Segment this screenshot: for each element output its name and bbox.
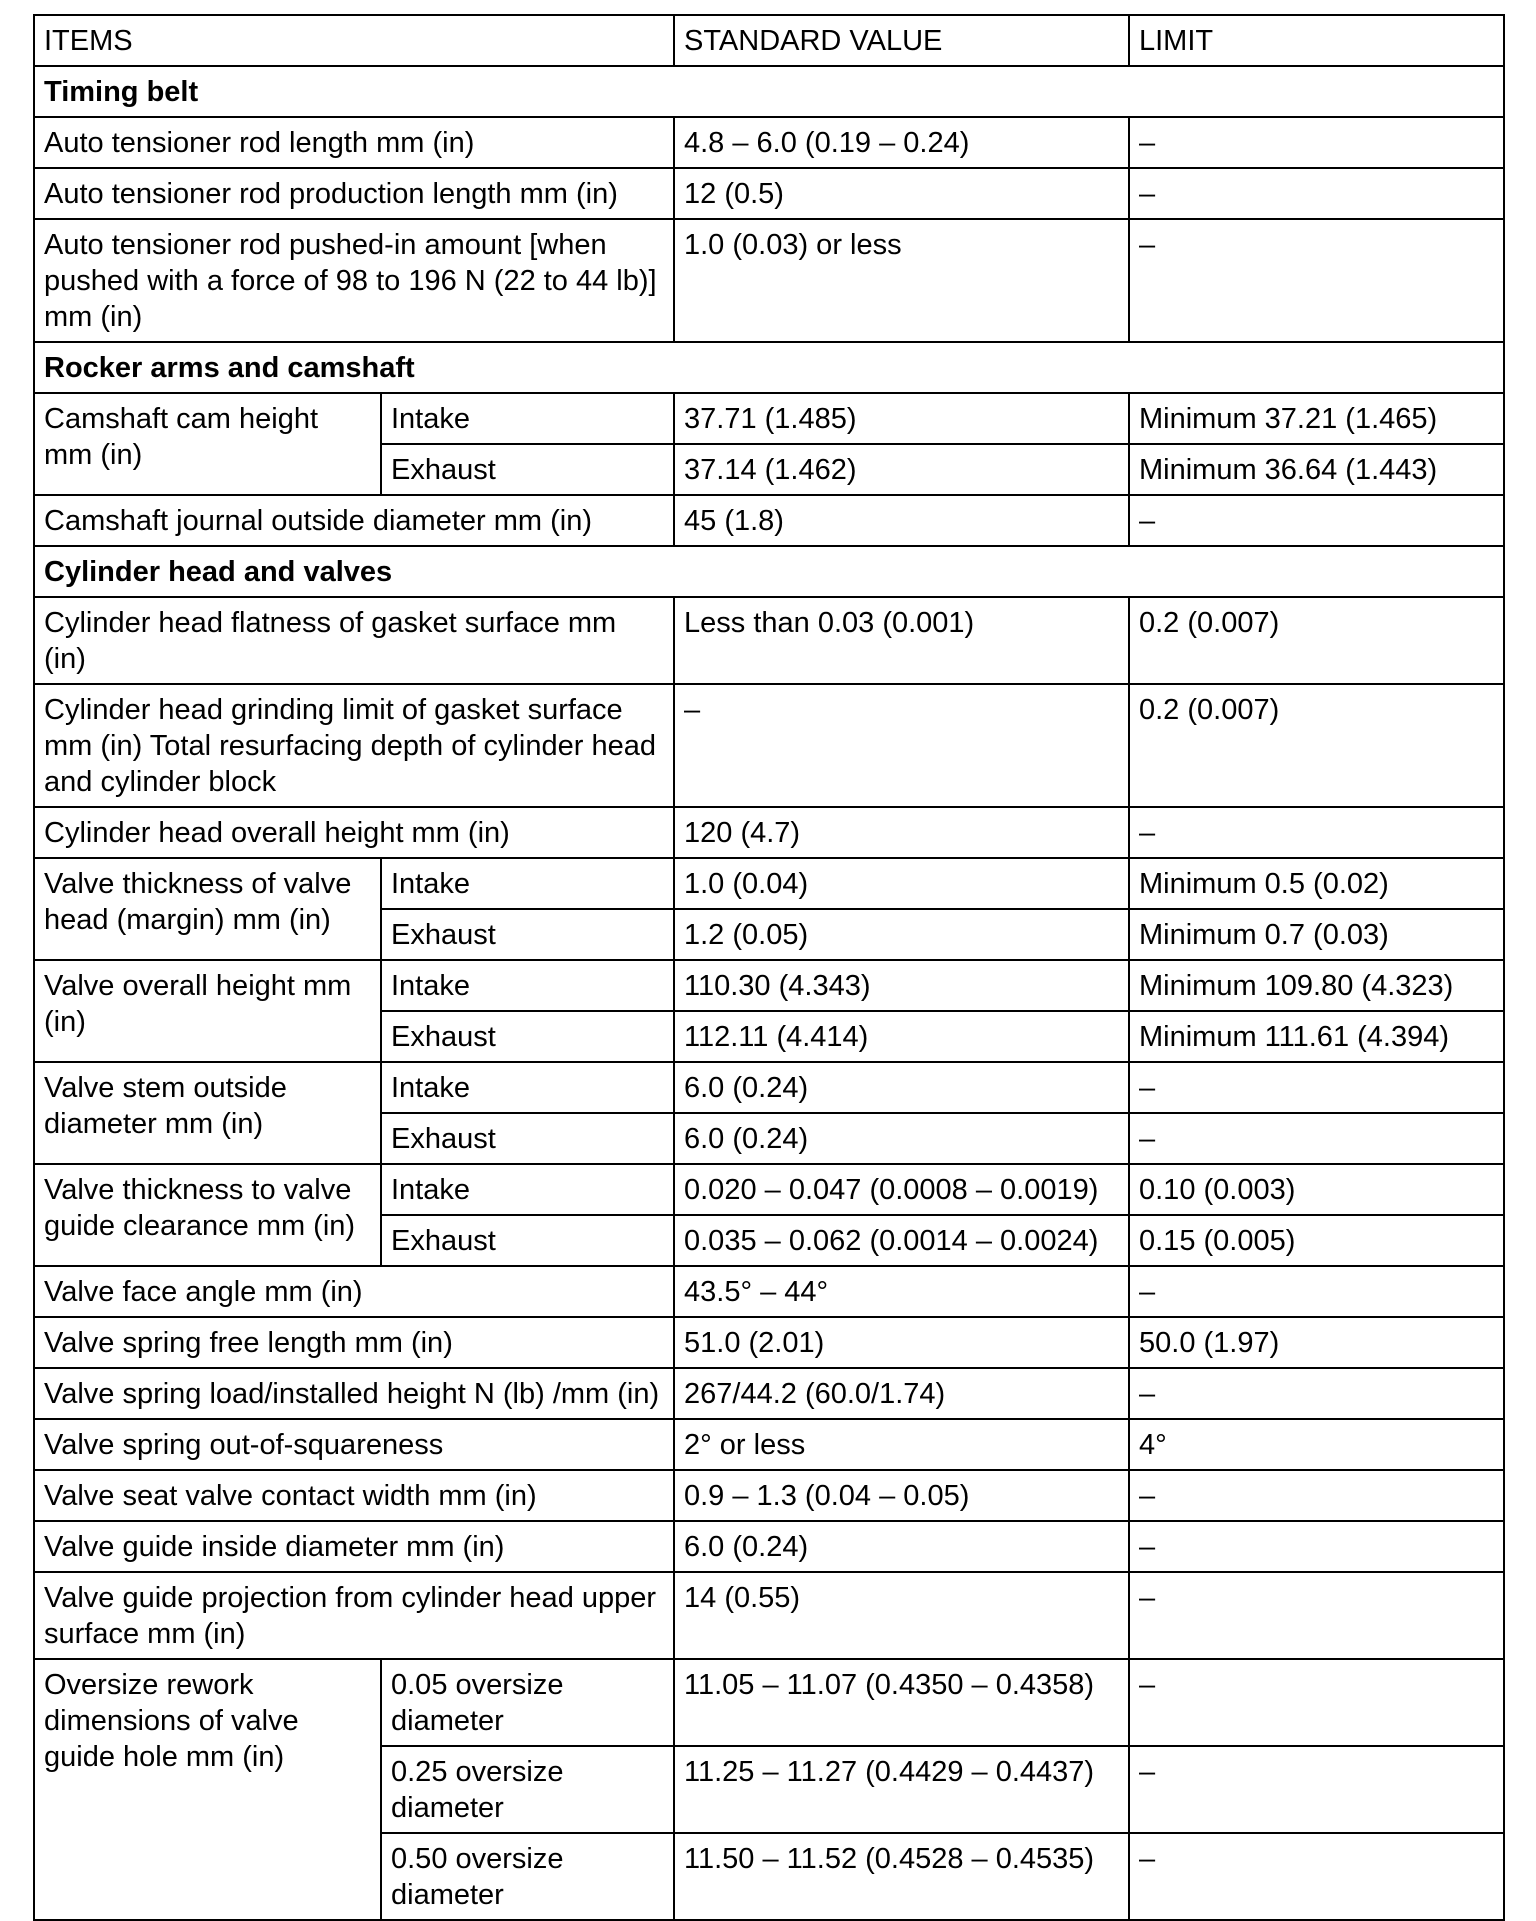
standard-cell: 37.71 (1.485) — [674, 393, 1129, 444]
table-row — [34, 1368, 1504, 1419]
standard-cell: 0.020 – 0.047 (0.0008 – 0.0019) — [674, 1164, 1129, 1215]
table-row — [34, 1317, 1504, 1368]
standard-cell: 51.0 (2.01) — [674, 1317, 1129, 1368]
section-title-timing-belt: Timing belt — [34, 66, 1504, 117]
table-row — [34, 1419, 1504, 1470]
standard-cell: 11.05 – 11.07 (0.4350 – 0.4358) — [674, 1659, 1129, 1746]
table-row — [34, 597, 1504, 684]
item-cell: Valve thickness of valve head (margin) mm (in) — [34, 858, 381, 960]
limit-cell: 0.2 (0.007) — [1129, 597, 1504, 684]
item-cell: Camshaft journal outside diameter mm (in) — [34, 495, 674, 546]
sub-item-cell: Intake — [381, 960, 674, 1011]
standard-cell: 267/44.2 (60.0/1.74) — [674, 1368, 1129, 1419]
limit-cell: – — [1129, 1266, 1504, 1317]
table-row — [34, 684, 1504, 807]
item-cell: Valve guide projection from cylinder head upper surface mm (in) — [34, 1572, 674, 1659]
item-cell: Valve overall height mm (in) — [34, 960, 381, 1062]
table-row — [34, 858, 1504, 909]
standard-cell: 120 (4.7) — [674, 807, 1129, 858]
limit-cell: – — [1129, 1470, 1504, 1521]
standard-cell: Less than 0.03 (0.001) — [674, 597, 1129, 684]
limit-cell: 4° — [1129, 1419, 1504, 1470]
item-cell: Auto tensioner rod pushed-in amount [when pushed with a force of 98 to 196 N (22 to 44 lb)] mm (in) — [34, 219, 674, 342]
standard-cell: 14 (0.55) — [674, 1572, 1129, 1659]
item-cell: Valve spring free length mm (in) — [34, 1317, 674, 1368]
item-cell: Oversize rework dimensions of valve guide hole mm (in) — [34, 1659, 381, 1920]
header-standard-value: STANDARD VALUE — [674, 15, 1129, 66]
table-header-row — [34, 15, 1504, 66]
header-items: ITEMS — [34, 15, 674, 66]
limit-cell: 50.0 (1.97) — [1129, 1317, 1504, 1368]
standard-cell: 112.11 (4.414) — [674, 1011, 1129, 1062]
limit-cell: – — [1129, 117, 1504, 168]
item-cell: Cylinder head grinding limit of gasket surface mm (in) Total resurfacing depth of cylinder head and cylinder block — [34, 684, 674, 807]
standard-cell: 43.5° – 44° — [674, 1266, 1129, 1317]
standard-cell: 2° or less — [674, 1419, 1129, 1470]
table-row — [34, 393, 1504, 444]
table-row — [34, 1164, 1504, 1215]
limit-cell: 0.2 (0.007) — [1129, 684, 1504, 807]
sub-item-cell: 0.25 oversize diameter — [381, 1746, 674, 1833]
limit-cell: – — [1129, 219, 1504, 342]
standard-cell: 1.0 (0.03) or less — [674, 219, 1129, 342]
section-title-cylinder-head: Cylinder head and valves — [34, 546, 1504, 597]
limit-cell: – — [1129, 1521, 1504, 1572]
limit-cell: – — [1129, 1659, 1504, 1746]
standard-cell: 12 (0.5) — [674, 168, 1129, 219]
limit-cell: – — [1129, 1113, 1504, 1164]
limit-cell: Minimum 0.7 (0.03) — [1129, 909, 1504, 960]
standard-cell: 0.035 – 0.062 (0.0014 – 0.0024) — [674, 1215, 1129, 1266]
limit-cell: – — [1129, 1062, 1504, 1113]
limit-cell: Minimum 37.21 (1.465) — [1129, 393, 1504, 444]
limit-cell: – — [1129, 1746, 1504, 1833]
sub-item-cell: 0.50 oversize diameter — [381, 1833, 674, 1920]
limit-cell: Minimum 111.61 (4.394) — [1129, 1011, 1504, 1062]
table-row — [34, 219, 1504, 342]
sub-item-cell: Intake — [381, 1062, 674, 1113]
limit-cell: – — [1129, 1368, 1504, 1419]
standard-cell: 110.30 (4.343) — [674, 960, 1129, 1011]
standard-cell: – — [674, 684, 1129, 807]
table-row — [34, 1062, 1504, 1113]
item-cell: Valve guide inside diameter mm (in) — [34, 1521, 674, 1572]
sub-item-cell: 0.05 oversize diameter — [381, 1659, 674, 1746]
sub-item-cell: Intake — [381, 1164, 674, 1215]
specification-table — [33, 14, 1505, 1921]
table-row — [34, 1521, 1504, 1572]
item-cell: Valve seat valve contact width mm (in) — [34, 1470, 674, 1521]
item-cell: Cylinder head overall height mm (in) — [34, 807, 674, 858]
limit-cell: 0.10 (0.003) — [1129, 1164, 1504, 1215]
limit-cell: – — [1129, 168, 1504, 219]
standard-cell: 11.50 – 11.52 (0.4528 – 0.4535) — [674, 1833, 1129, 1920]
item-cell: Cylinder head flatness of gasket surface mm (in) — [34, 597, 674, 684]
section-row — [34, 66, 1504, 117]
limit-cell: – — [1129, 1833, 1504, 1920]
table-row — [34, 1470, 1504, 1521]
limit-cell: – — [1129, 495, 1504, 546]
standard-cell: 0.9 – 1.3 (0.04 – 0.05) — [674, 1470, 1129, 1521]
sub-item-cell: Exhaust — [381, 1011, 674, 1062]
limit-cell: Minimum 109.80 (4.323) — [1129, 960, 1504, 1011]
standard-cell: 4.8 – 6.0 (0.19 – 0.24) — [674, 117, 1129, 168]
sub-item-cell: Exhaust — [381, 909, 674, 960]
spec-sheet — [33, 14, 1505, 1921]
table-row — [34, 1266, 1504, 1317]
sub-item-cell: Exhaust — [381, 444, 674, 495]
table-row — [34, 807, 1504, 858]
section-title-rocker-arms: Rocker arms and camshaft — [34, 342, 1504, 393]
table-row — [34, 1659, 1504, 1746]
limit-cell: 0.15 (0.005) — [1129, 1215, 1504, 1266]
item-cell: Auto tensioner rod production length mm (in) — [34, 168, 674, 219]
item-cell: Valve spring load/installed height N (lb) /mm (in) — [34, 1368, 674, 1419]
item-cell: Valve stem outside diameter mm (in) — [34, 1062, 381, 1164]
table-row — [34, 495, 1504, 546]
limit-cell: Minimum 0.5 (0.02) — [1129, 858, 1504, 909]
item-cell: Auto tensioner rod length mm (in) — [34, 117, 674, 168]
item-cell: Valve spring out-of-squareness — [34, 1419, 674, 1470]
limit-cell: Minimum 36.64 (1.443) — [1129, 444, 1504, 495]
standard-cell: 6.0 (0.24) — [674, 1062, 1129, 1113]
standard-cell: 6.0 (0.24) — [674, 1521, 1129, 1572]
sub-item-cell: Exhaust — [381, 1215, 674, 1266]
limit-cell: – — [1129, 1572, 1504, 1659]
section-row — [34, 342, 1504, 393]
table-row — [34, 168, 1504, 219]
item-cell: Camshaft cam height mm (in) — [34, 393, 381, 495]
header-limit: LIMIT — [1129, 15, 1504, 66]
table-row — [34, 960, 1504, 1011]
standard-cell: 45 (1.8) — [674, 495, 1129, 546]
sub-item-cell: Exhaust — [381, 1113, 674, 1164]
sub-item-cell: Intake — [381, 393, 674, 444]
standard-cell: 37.14 (1.462) — [674, 444, 1129, 495]
standard-cell: 11.25 – 11.27 (0.4429 – 0.4437) — [674, 1746, 1129, 1833]
standard-cell: 1.0 (0.04) — [674, 858, 1129, 909]
table-row — [34, 1572, 1504, 1659]
standard-cell: 1.2 (0.05) — [674, 909, 1129, 960]
table-row — [34, 117, 1504, 168]
limit-cell: – — [1129, 807, 1504, 858]
section-row — [34, 546, 1504, 597]
standard-cell: 6.0 (0.24) — [674, 1113, 1129, 1164]
item-cell: Valve thickness to valve guide clearance mm (in) — [34, 1164, 381, 1266]
item-cell: Valve face angle mm (in) — [34, 1266, 674, 1317]
sub-item-cell: Intake — [381, 858, 674, 909]
